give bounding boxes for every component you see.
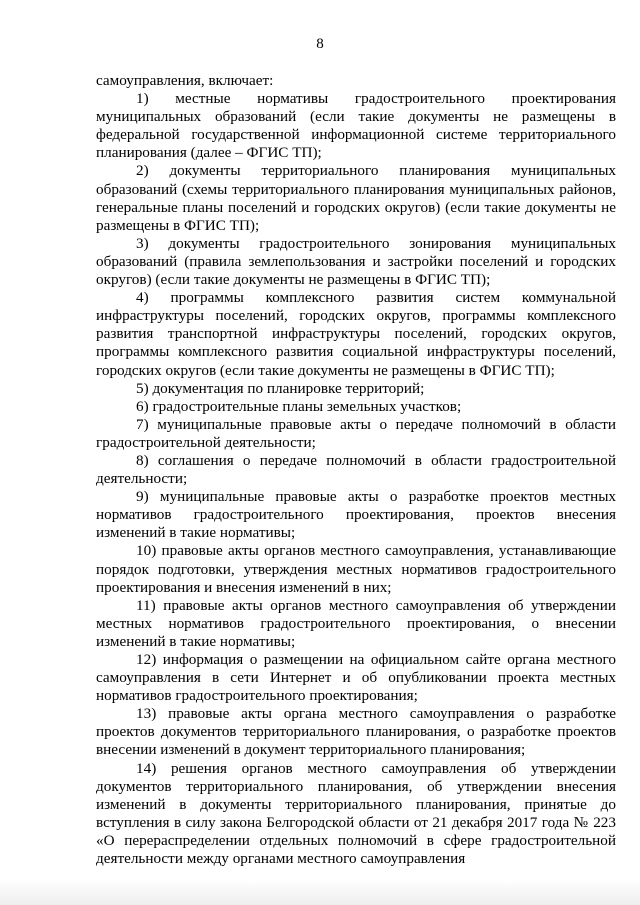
list-item-8: 8) соглашения о передаче полномочий в области градостроительной деятельности; <box>96 451 616 488</box>
scan-bottom-edge <box>0 880 640 905</box>
list-item-7: 7) муниципальные правовые акты о передаче полномочий в области градостроительной деятельности; <box>96 415 616 451</box>
list-item-10: 10) правовые акты органов местного самоуправления, устанавливающие порядок подготовки, утверждения местных нормативов градостроительного проектирования и внесения изменений в них; <box>96 542 616 596</box>
list-item-3: 3) документы градостроительного зонирования муниципальных образований (правила землепользования и застройки поселений и городских округов) (если такие документы не размещены в ФГИС ТП); <box>96 234 616 289</box>
list-item-4: 4) программы комплексного развития систем коммунальной инфраструктуры поселений, городских округов, программы комплексного развития транспортной инфраструктуры поселений, городских округов, программы комплексного развития социальной инфраструктуры поселений, городских округов (если такие документы не размещены в ФГИС ТП); <box>96 289 616 379</box>
list-item-5: 5) документация по планировке территорий; <box>136 379 425 397</box>
list-item-14: 14) решения органов местного самоуправления об утверждении документов территориального планирования, об утверждении внесения изменений в документы территориального планирования, принятые до вступления в силу закона Белгородской области от 21 декабря 2017 года № 223 «О перераспределении отдельных полномочий в сфере градостроительной деятельности между органами местного самоуправления <box>96 759 616 868</box>
list-item-12: 12) информация о размещении на официальном сайте органа местного самоуправления в сети Интернет и об опубликовании проекта местных нормативов градостроительного проектирования; <box>96 651 616 705</box>
list-item-11: 11) правовые акты органов местного самоуправления об утверждении местных нормативов градостроительного проектирования, о внесении изменений в такие нормативы; <box>96 596 616 650</box>
document-body <box>96 72 616 868</box>
list-item-1: 1) местные нормативы градостроительного проектирования муниципальных образований (если такие документы не размещены в федеральной государственной информационной системе территориального планирования (далее – ФГИС ТП); <box>96 90 616 162</box>
list-item-6: 6) градостроительные планы земельных участков; <box>136 397 462 415</box>
list-item-13: 13) правовые акты органа местного самоуправления о разработке проектов документов территориального планирования, о разработке проектов внесении изменений в документ территориального планирования; <box>96 705 616 759</box>
list-item-2: 2) документы территориального планирования муниципальных образований (схемы территориального планирования муниципальных районов, генеральные планы поселений и городских округов) (если такие документы не размещены в ФГИС ТП); <box>96 162 616 234</box>
list-item-9: 9) муниципальные правовые акты о разработке проектов местных нормативов градостроительного проектирования, проектов внесения изменений в такие нормативы; <box>96 488 616 542</box>
paragraph-intro: самоуправления, включает: <box>96 72 274 89</box>
page-number: 8 <box>316 36 324 52</box>
